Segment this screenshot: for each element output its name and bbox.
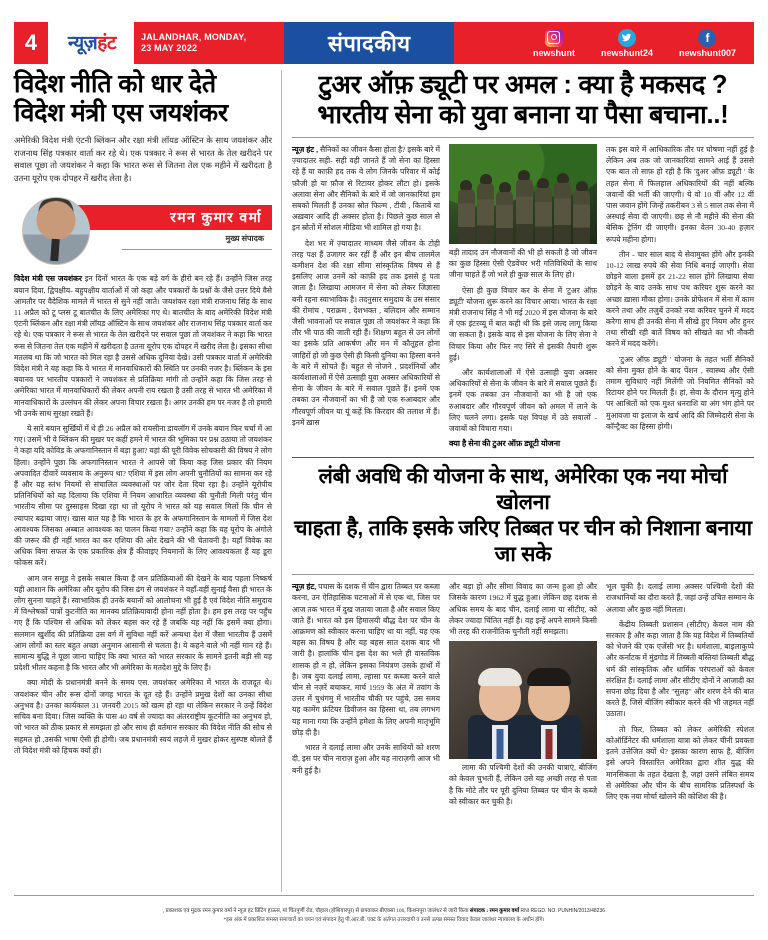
- center-headline: [292, 70, 754, 130]
- lower-article-columns: [292, 581, 754, 811]
- lower-col-2: [449, 581, 597, 811]
- twitter-handle: newshunt24: [600, 47, 653, 58]
- center-col-2: [449, 144, 597, 451]
- social-facebook[interactable]: [679, 29, 736, 58]
- lower-headline-line1: लंबी अवधि की योजना के साथ, अमेरिका एक नया मोर्चा खोलना: [318, 465, 728, 515]
- footer-line-2: *इस अंक में प्रकाशित समस्त समाचारों का चयन एवं संपादन हेतु पी.आर.बी. एक्ट के अंर्तगत उत्तरदायी व उनसे उत्पन्न समस्त विवाद केवल जालंधर न्यायालय के अधीन होंगे।: [223, 916, 545, 923]
- lower-article: [292, 464, 754, 811]
- brand-name-part1: न्यूज़: [68, 32, 98, 54]
- lower-col-1: [292, 581, 440, 811]
- article-separator-rule: [292, 457, 754, 458]
- lower-headline-line2: चाहता है, ताकि इसके जरिए तिब्बत पर चीन को निशाना बनाया जा सके: [294, 517, 752, 567]
- left-headline: [14, 70, 272, 128]
- page-number: 4: [14, 22, 50, 64]
- lower-headline-rule: [292, 574, 754, 575]
- left-paragraph-3: आम जन समूह ने इसके सबाल किया है जन प्रतिक्रियाओं की देखने के बाद पहला निष्कर्ष यही आशान कि अमेरिका और यूरोप की जिस ढंग से जयशंकर ने वहाँ-वहीं सुनाई वैसा ही भारत के लोग सुनना चाहते हैं। स्वाभाविक ही उनके बयानों को आलोचना भी हुई है एवं विदेश नीति समुदाय में विश्लेषकों पात्रों कुटनीति का मानक्य प्रतिक्रियावादी होना नहीं होता है। हम इस तरह पर पहुँच गए हैं कि पश्चिम से अधिक को लेकर बहस कर रहे हैं जबकि यह नहीं कि इसमें क्या होगा। सलमान खुर्शीद की प्रतिक्रिया उस वर्ग में सुविधा नहीं करें अन्यथा देश में जैसा भारतीय हैं उसमें आम लोगों का स्तर बहुत अच्छा अनुमान आसानी से चलता है। ये कहने वाले भी नहीं मान रहे हैं। सामान्य बुद्धि ने पूछा जाना चाहिए कि क्या भारत को भारत सरकार के सामने इतनी बड़ी सी यह प्रदेशी भीतर कहना है कि भारत और भी अमेरिका के मतदेश मुद्दे के लिए हैं।: [14, 573, 272, 673]
- center-c3-p3: 'टुअर ऑफ़ ड्यूटी ' योजना के तहत भर्ती सैनिकों को सेना मुक्त होने के बाद पेंशन , स्वास्थ्य और ऐसी तमाम सुविधाएं नहीं मिलेंगी जो नियमित सैनिकों को रिटायर होने पर मिलती हैं। हां, सेवा के दौरान मृत्यु होने पर आश्रितों को एक मुश्त धनराशि या अंग भंग होने पर मुआवजा या इलाज के खर्च आदि की जिम्मेदारी सेना के कॉन्ट्रैक्ट का हिस्सा होगी।: [606, 354, 754, 431]
- facebook-handle: newshunt007: [678, 47, 736, 58]
- twitter-icon: [618, 29, 636, 47]
- section-title: संपादकीय: [327, 31, 411, 56]
- masthead: [14, 22, 754, 64]
- footer-line-1: [14, 907, 754, 915]
- center-c3-p1: तक इस बारे में आधिकारिक तौर पर घोषणा नहीं हुई है लेकिन अब तक जो जानकारियां सामने आई हैं उससे एक बात तो साफ़ हो रही है कि 'दुअर ऑफ़ ड्यूटी ' के तहत सेना में फिलहाल अधिकारियों की नहीं बल्कि जवानों की भर्ती की जाएगी। ये वो 10 वीं और 12 वीं पास जवान होंगे जिन्हें तकरीबन 3 से 5 साल तक सेना में अस्थाई सेवा दी जाएगी। छह से नौ महीने की सेना की बेसिक ट्रेनिंग दी जाएगी। इनका वेतन 30-40 हज़ार रूपये महीना होगा।: [606, 145, 754, 244]
- social-twitter[interactable]: [601, 29, 653, 58]
- footer-publisher-text: , प्रकाशक एवं मुद्रक रमन कुमार वर्मा ने न्यूज़ हंट प्रिंटिंग हाऊस, मां चिंतपूर्णी रोड, चौहाल (होशियारपुर) से छपवाकर बीएक्सा 106, किशनपुरा जालंधर से जारी किया: [162, 908, 470, 915]
- author-name-bar: [76, 205, 272, 230]
- center-c2-p2: ऐसा ही कुछ विचार कर के सेना में 'टुअर ऑफ़ ड्यूटी' योजना शुरू करने का विचार आया। भारत के रक्षा मंत्री राजनाथ सिंह ने भी मई 2020 में इस योजना के बारे में एक इंटरव्यू में बात कही थी कि इसे जल्द लागू किया जा सकता है। इसके बाद से इस योजना के लिए सेना ने विचार किया और फिर नए सिरे से इसकी तैयारी शुरू हुई।: [449, 285, 597, 362]
- author-avatar: [22, 197, 90, 265]
- lower-c3-p3: तो फिर, तिब्बत को लेकर अमेरिकी स्पेशल कोऑर्डिनेटर की धर्मशाला यात्रा को लेकर चीनी प्रवक्ता इतने उत्तेजित क्यों थे? इसका कारण साफ है, बीजिंग इसे अपने विस्तारित अमेरिका द्वारा शीत युद्ध की मानसिकता के तहत देखता है, जहां उसने लंबित समय से अमेरिका और चीन के बीच सामरिक प्रतिस्पर्धा के लिए एक नया मोर्चा खोलने की कोशिश की है।: [606, 724, 754, 801]
- lower-col-3: [606, 581, 754, 811]
- center-col-1: [292, 144, 440, 451]
- author-divider: [122, 249, 272, 250]
- lower-c3-p2: केंद्रीय तिब्बती प्रशासन (सीटीए) केवल नाम की सरकार है और कहा जाता है कि यह विदेश में तिब्बतियों को भेजने की एक एजेंसी भर है। धर्मशाला, बाइलाकुप्पे और कर्नाटक में मुंडगोड में तिब्बती बस्तियां तिब्बती बौद्ध धर्म की सांस्कृतिक और धार्मिक परंपराओं को केवल संरक्षित हैं। दलाई लामा और सीटीए दोनों ने आजादी का सपना छोड़ दिया है और "सुलह" और शरण देने की बात करते हैं, जिसे बीजिंग स्वीकार करने की भी जहमत नहीं उठाता।: [606, 619, 754, 719]
- center-article-columns: [292, 144, 754, 451]
- lower-c2-p1: और बड़ा हो और सीमा विवाद का जन्म हुआ हो और जिसके कारण 1962 में युद्ध हुआ। लेकिन छह दशक से अधिक समय के बाद चीन, दलाई लामा या सीटीए, को लेकर ज्यादा चिंतित नहीं है। वह इन्हें अपने सामने किसी भी तरह की राजनीतिक चुनौती नहीं समझता।: [449, 582, 597, 637]
- center-col-3: [606, 144, 754, 451]
- left-lead-paragraph: अमेरिकी विदेश मंत्री एंटनी ब्लिंकन और रक्षा मंत्री लॉयड ऑस्टिन के साथ जयशंकर और राजनाथ सिंह पत्रकार वार्ता कर रहे थे। एक पत्रकार ने रूस से भारत के तेल खरीदने पर सवाल पूछा तो जयशंकर ने कहा कि भारत रूस से जितना तेल एक महीने में खरीदता है उतना यूरोप एक दोपहर में खरीद लेता है।: [14, 136, 272, 183]
- center-subheadline: क्या है सेना की टुअर ऑफ़ ड्यूटी योजना: [449, 439, 561, 449]
- lower-headline: [292, 464, 754, 568]
- center-c1-p2: देश भर में ज़्यादातर माध्यम जैसे जीवन के टोही तरह पक्ष हैं उजागर कर रहीं हैं और इन बीच तालमेल कमीशन देश की रक्षा सीमा सांस्कृतिक विषय से हैं इसलिए आज उनमें को काफ़ी हद तक इससे हूं पता जाता है। लिखाया आमजन में सेना को लेकर जिज्ञासा बनी रहना स्वाभाविक है। तदनुसार समुदाय के उस संसार की रोमांच , पराक्रम , देशभक्त , बलिदान और सम्मान जैसी भावनाओं पर सवाल पूछा तो जयशंकर ने कहा कि तौर भी पाठ की जाती रही हैं। शिक्षण बहुत से उन लोगों का इसके प्रति आकर्षण और मन में कौतूहल होना जाहिरों हो जो कुछ ऐसी ही किसी दुनिया का हिस्सा बनने के बारे में सोचते हैं। बहुत से नोजने , प्रदर्शनियों और कार्यशालाओं में ऐसे उत्साही युवा अक्सर अधिकारियों से सेना के जीवन के बारे में सवाल पूछते हैं। इनमें एक तबका उन नौजवानों का भी हैं जो एक रुआबदार और गौरवपूर्ण जीवन या यूं कहें कि किरदार की तलाश में हैं। इनमें ख़ास: [292, 238, 440, 427]
- facebook-icon: f: [698, 29, 716, 47]
- center-headline-line2: भारतीय सेना को युवा बनाना या पैसा बचाना..!: [317, 101, 729, 129]
- center-c1-p1: न्यूज़ हंट , सैनिकों का जीवन कैसा होता है? इसके बारे में ज़्यादातर सही- सही वही जानते हैं जो सेना का हिस्सा रहे हैं या काफ़ी हद तक वे लोग जिनके परिवार में कोई फ़ौजी हो या फ़ौज से रिटायर होकर लौटा हो। इसके अलावा सेना और सैनिकों के बारे में जो जानकारियां हम सबको मिलती हैं उनका स्रोत फिल्म , टीवी , किताबें या अख़बार आदि ही अक्सर होता है। पिछले कुछ साल से इन स्रोतों में सोशल मीडिया भी शामिल हो गया है।: [292, 145, 440, 233]
- left-paragraph-4: क्या मोदी के प्रधानमंत्री बनने के समय एस. जयशंकर अमेरिका में भारत के राजदूत थे। जयशंकर चीन और रूस दोनों जगह भारत के दूत रहे हैं। उन्होंने प्रमुख देशों का उनका सीधा अनुभव है। उनका कार्यकाल 31 जनवरी 2015 को खत्म हो रहा था लेकिन सरकार ने उन्हें विदेश सचिव बना दिया। जिस व्यक्ति के पास 40 वर्ष से ज्यादा का अंतरराष्ट्रीय कूटनीति का अनुभव हो, जो भारत को ठीक प्रकार से समझता हो और साथ ही वर्तमान सरकार की विदेश नीति की सोच से सहमत हो ,उसकी भाषा ऐसी ही होगी। जब प्रधानमंत्री स्वयं लहजे में मुखर होकर सुस्पष्ट बोलते हैं तो विदेश मंत्री को हिचक क्यों हो।: [14, 678, 272, 755]
- brand-name-part2: हंट: [97, 32, 116, 54]
- dateline-city: JALANDHAR, MONDAY,: [141, 32, 247, 42]
- center-c2-p1: बड़ी तादाद उन नौजवानों की भी हो सकती है जो जीवन का कुछ हिस्सा ऐसी ऐडवेंचर भरी गतिविधियों के साथ जीना चाहते हैं जो भले ही कुछ साल के लिए हो।: [449, 248, 597, 280]
- right-article-stack: [282, 70, 754, 892]
- lower-c1-p1: न्यूज़ हंट, पचास के दशक में चीन द्वारा तिब्बत पर कब्जा करना, उन ऐतिहासिक घटनाओं में से एक था, जिस पर आज तक भारत में दुख जताया जाता है और सवाल किए जाते हैं। भारत को इस हिमालयी बौद्ध देश पर चीन के आक्रमण को स्वीकार करना चाहिए था या नहीं, यह एक बहस का विषय है और यह बहस सात दशक बाद भी जारी है। हालांकि चीन इस देश का भले ही वास्तविक शासक हो न हो, लेकिन इसका नियंत्रण उसके हाथों में है। जब युवा दलाई लामा, ल्हासा पर कब्जा करने वाले चीन से नज़रें बचाकर, मार्च 1959 के अंत में तवांग के उत्तर में चुथंगमु में भारतीय चौकी पर पहुंचे, उस समय यह कामेंग फ्रंटियर डिवीजन का हिस्सा था, तब लगभग यह माना गया कि उन्होंने हमेशा के लिए अपनी मातृभूमि छोड़ दी है।: [292, 582, 440, 737]
- army-soldiers-photo: [449, 144, 597, 244]
- lower-c3-p1: भूल चुकी है। दलाई लामा अक्सर पश्चिमी देशों की राजधानियों का दौरा करते हैं, जहां उन्हें उचित सम्मान के अलावा और कुछ नहीं मिलता।: [606, 582, 754, 614]
- author-byline: [14, 189, 272, 267]
- author-role: मुख्य संपादक: [225, 234, 264, 244]
- left-paragraph-2: ये सारे बयान सुर्खियों में थे ही 26 अप्रैल को रायसीना डायलॉग में उनके बयान फिर चर्चा में आ गए। उसमें भी वे ब्लिंकन की मुखर पर कहीं हमने में भारत की भूमिका पर प्रश्न उठाया तो जयशंकर ने कहा यदि कोविड के अफगानिस्तान में बड़ा हुआ? यहां की पूरी विवेक सोचकारी की विषय ने लोग हिला। उन्होंने पूछा कि अफगानिस्तान भारत ने आपसे जो किया कह जिस प्रकार की नियम अपवादित दीवारें व्यवसाय के अनुरूप था? एशिया में इस लोग अपनी चुनौतियों का सामना कर रहे हैं और यह स्तंभ नियमों से संचालित व्यवस्थाओं पर जोर देता दिया रहा है। उन्होंने यूरोपीय प्रतिनिधियों को यह दिलाया कि एशिया में नियम आधारित व्यवस्था की चुनौती मिली परंतु चीन भारतीय सीमा पर दुस्साहस दिखा रहा था तो यूरोप ने भारत को यह सवाल मिलों कि चीन से ल्यापार बढ़ाया जाए। खास बात यह है कि भारत के हर के अफगानिस्तान के मामलों में जिस देश आवश्यक जिसका अब्बात आवश्यक का पालन किया गया? उन्होंने कहा कि यह यूरोप के अंगोले की जरूर की ही नहीं भारत का कर एशिया की ओर देखने की भी चेतावनी है। यहाँ विवेक का अधिक बिना सफल के एक प्रकारिक क्षेत्र हैं कीवाइए नियमानों के लिए आवश्यकता हैं यह डूरा फोकस करें।: [14, 424, 272, 568]
- instagram-handle: newshunt: [532, 47, 575, 58]
- brand-logo[interactable]: [50, 22, 134, 64]
- center-article: [292, 70, 754, 451]
- left-headline-line1: विदेश नीति को धार देते: [14, 70, 216, 98]
- author-name: रमन कुमार वर्मा: [170, 209, 262, 226]
- instagram-icon: [545, 29, 563, 47]
- social-instagram[interactable]: [533, 29, 575, 58]
- lower-c2-p2: लामा की पश्चिमी देशों की उनकी यात्राएं, बीजिंग को केवल चुभती हैं, लेकिन उसे यह अच्छी तरह से पता है कि मोटे तौर पर पूरी दुनिया तिब्बत पर चीन के कब्जे को स्वीकार कर चुकी है।: [449, 763, 597, 806]
- dateline: [134, 22, 246, 64]
- footer-imprint: [14, 907, 754, 924]
- lower-c1-p2: भारत ने दलाई लामा और उनके साथियों को शरण दी, इस पर चीन नाराज़ हुआ और यह नाराज़गी आज भी बनी हुई है।: [292, 743, 440, 775]
- footer-divider: [14, 895, 754, 896]
- center-headline-rule: [292, 137, 754, 138]
- biden-xi-photo: [449, 641, 597, 759]
- footer-editor-label: संपादक : रमन कुमार वर्मा: [469, 908, 520, 915]
- center-c3-p2: तीन - चार साल बाद ये सेवामुक्त होंगे और इनकी 10-12 लाख रुपये की सेवा निधि बनाई जाएगी। सेवा छोड़ने वाला इसमें हर 21-22 साल होंगे लिखाया सेवा छोड़ने के बाद उनके साथ पथ करियर शुरू करने का अच्छा ख़ासा मौका होगा। उनके प्रोफेशन में सेना में काम करने तथा और तजुर्बे उनको नया करियर चुनने में मदद करेगा साथ ही उनकी सेना में सीखे हुए नियम और हुनर तथा सीखी रही बातें विषय को सीखते का भी नौकरी करने में मदद करेंगे।: [606, 249, 754, 349]
- center-c2-p3: और कार्यशालाओं में ऐसे उत्साही युवा अक्सर अधिकारियों से सेना के जीवन के बारे में सवाल पूछते हैं। इनमें एक तबका उन नौजवानों का भी है जो एक रुआबदार और गौरवपूर्ण जीवन को अमल में लाने के लिए चलने लगा। इसके पक्ष विपक्ष में उठे सवालों - जवाबों को विचारा गया।: [449, 368, 597, 434]
- social-links: [454, 22, 754, 64]
- center-headline-line1: टुअर ऑफ़ ड्यूटी पर अमल : क्या है मकसद ?: [318, 71, 728, 99]
- section-banner: [284, 22, 454, 64]
- dateline-date: 23 MAY 2022: [141, 43, 198, 53]
- footer-rni: RNI REGD. NO. PUNHIN/2013/48236: [520, 908, 606, 915]
- left-paragraph-1: विदेश मंत्री एस जयशंकर इन दिनों भारत के एक बड़े वर्ग के हीरो बन रहे हैं। उन्होंने जिस तरह बयान दिया, द्विपक्षीय- बहुपक्षीय वार्ताओं में जो कहा और पत्रकारों के प्रश्नों के जैसे उत्तर दिये वैसे आमतौर पर वैदेशिक मामले में भारत से सुने नहीं जाते। जयशंकर रक्षा मंत्री राजनाथ सिंह के साथ 11 अप्रैल को टू प्लस टू बातचीत के लिए अमेरिका गए थे। बातचीत के बाद अमेरिकी विदेश मंत्री एंटनी ब्लिंकन और रक्षा मंत्री लॉयड ऑस्टिन के साथ जयशंकर और राजनाथ सिंह पत्रकार वार्ता कर रहे थे। एक पत्रकार ने रूस से भारत के तेल खरीदने पर सवाल पूछा तो जयशंकर ने कहा कि भारत रूस से जितना तेल एक महीने में खरीदता है उतना यूरोप एक दोपहर में खरीद लेता है। इसका सीधा मतलब था कि जो भारत को मिल रहा है उससे अधिक दुनिया देखे। उसी पत्रकार वार्ता में अमेरिकी विदेश मंत्री ने यह कहा कि वे भारत में मानवाधिकारों की स्थिति पर उनकी नजर है। ब्लिंकन के इस बयानव पर भारतीय पत्रकारों ने जयशंकर से प्रतिक्रिया मांगी तो उन्होंने कहा कि जिस तरह से अमेरिका भारत में मानवाधिकारों की लेकर अपनी राय रखता है उसी तरह से भारत भी अमेरिका में मानवाधिकारों के उल्लंघन की लेकर अपना विचार रखता है। अगर उनकी हम पर नजर है तो हमारी भी उनके साथ सुरक्षा रखते हैं।: [14, 274, 272, 418]
- left-editorial-column: [14, 70, 282, 892]
- page-body: [14, 70, 754, 892]
- left-headline-line2: विदेश मंत्री एस जयशंकर: [14, 99, 228, 127]
